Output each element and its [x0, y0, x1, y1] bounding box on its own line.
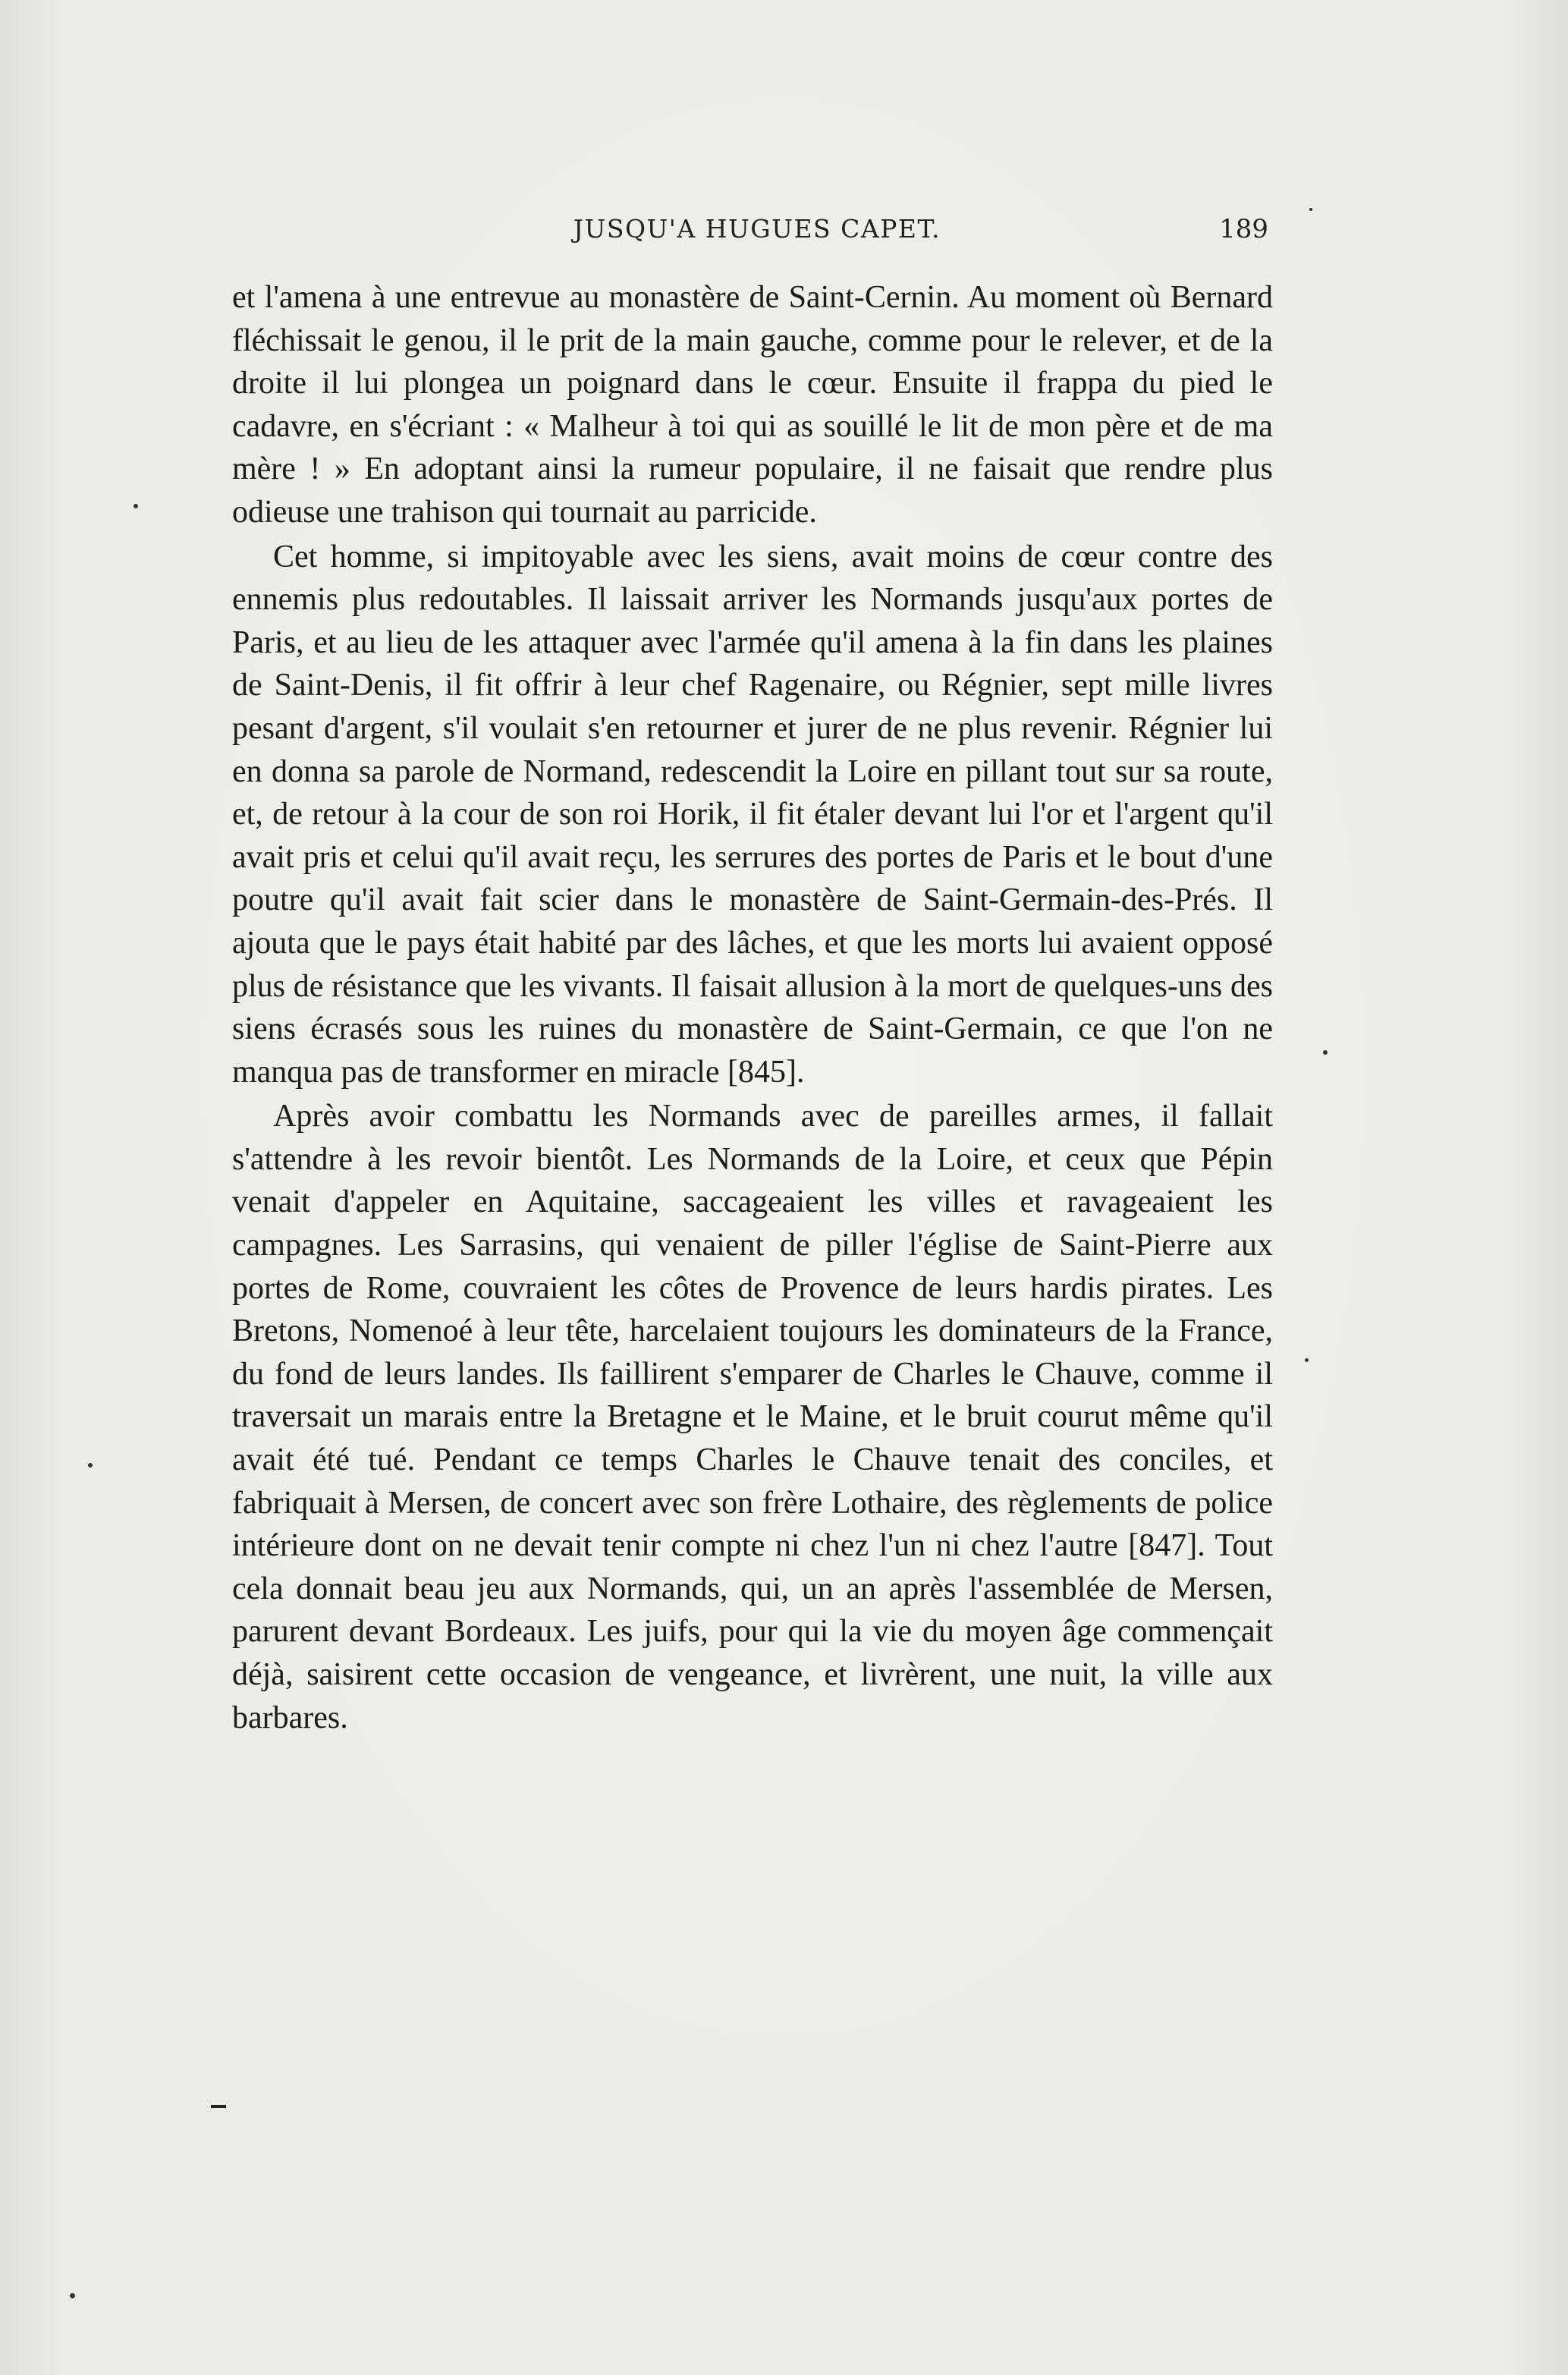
paragraph-2: Cet homme, si impitoyable avec les siens, avait moins de cœur contre des ennemis plus redoutables. Il laissait arriver les Normands jusqu'aux portes de Paris, et au lieu de les attaquer avec l'armée qu'il amena à la fin dans les plaines de Saint-Denis, il fit offrir à leur chef Ragenaire, ou Régnier, sept mille livres pesant d'argent, s'il voulait s'en retourner et jurer de ne plus revenir. Régnier lui en donna sa parole de Normand, redescendit la Loire en pillant tout sur sa route, et, de retour à la cour de son roi Horik, il fit étaler devant lui l'or et l'argent qu'il avait pris et celui qu'il avait reçu, les serrures des portes de Paris et le bout d'une poutre qu'il avait fait scier dans le monastère de Saint-Germain-des-Prés. Il ajouta que le pays était habité par des lâches, et que les morts lui avaient opposé plus de résistance que les vivants. Il faisait allusion à la mort de quelques-uns des siens écrasés sous les ruines du monastère de Saint-Germain, ce que l'on ne manqua pas de transformer en miracle [845].: [232, 539, 1273, 1090]
paper-speck: [88, 1463, 93, 1467]
paper-speck: [70, 2293, 75, 2298]
body-text: [232, 276, 1273, 1739]
paper-speck: [134, 504, 138, 508]
running-head: [241, 214, 1273, 252]
paper-speck: [1305, 1358, 1309, 1362]
margin-dash-mark: [211, 2105, 226, 2108]
running-title: JUSQU'A HUGUES CAPET.: [573, 214, 941, 244]
paper-speck: [1323, 1050, 1328, 1055]
paper-speck: [1309, 208, 1312, 211]
paragraph-3: Après avoir combattu les Normands avec de pareilles armes, il fallait s'attendre à les revoir bientôt. Les Normands de la Loire, et ceux que Pépin venait d'appeler en Aquitaine, saccageaient les villes et ravageaient les campagnes. Les Sarrasins, qui venaient de piller l'église de Saint-Pierre aux portes de Rome, couvraient les côtes de Provence de leurs hardis pirates. Les Bretons, Nomenoé à leur tête, harcelaient toujours les dominateurs de la France, du fond de leurs landes. Ils faillirent s'emparer de Charles le Chauve, comme il traversait un marais entre la Bretagne et le Maine, et le bruit courut même qu'il avait été tué. Pendant ce temps Charles le Chauve tenait des conciles, et fabriquait à Mersen, de concert avec son frère Lothaire, des règlements de police intérieure dont on ne devait tenir compte ni chez l'un ni chez l'autre [847]. Tout cela donnait beau jeu aux Normands, qui, un an après l'assemblée de Mersen, parurent devant Bordeaux. Les juifs, pour qui la vie du moyen âge commençait déjà, saisirent cette occasion de vengeance, et livrèrent, une nuit, la ville aux barbares.: [232, 1099, 1273, 1735]
page-number: 189: [1219, 214, 1268, 244]
paragraph-1: et l'amena à une entrevue au monastère de Saint-Cernin. Au moment où Bernard fléchissait le genou, il le prit de la main gauche, comme pour le relever, et de la droite il lui plongea un poignard dans le cœur. Ensuite il frappa du pied le cadavre, en s'écriant : « Malheur à toi qui as souillé le lit de mon père et de ma mère ! » En adoptant ainsi la rumeur populaire, il ne faisait que rendre plus odieuse une trahison qui tournait au parricide.: [232, 280, 1273, 530]
